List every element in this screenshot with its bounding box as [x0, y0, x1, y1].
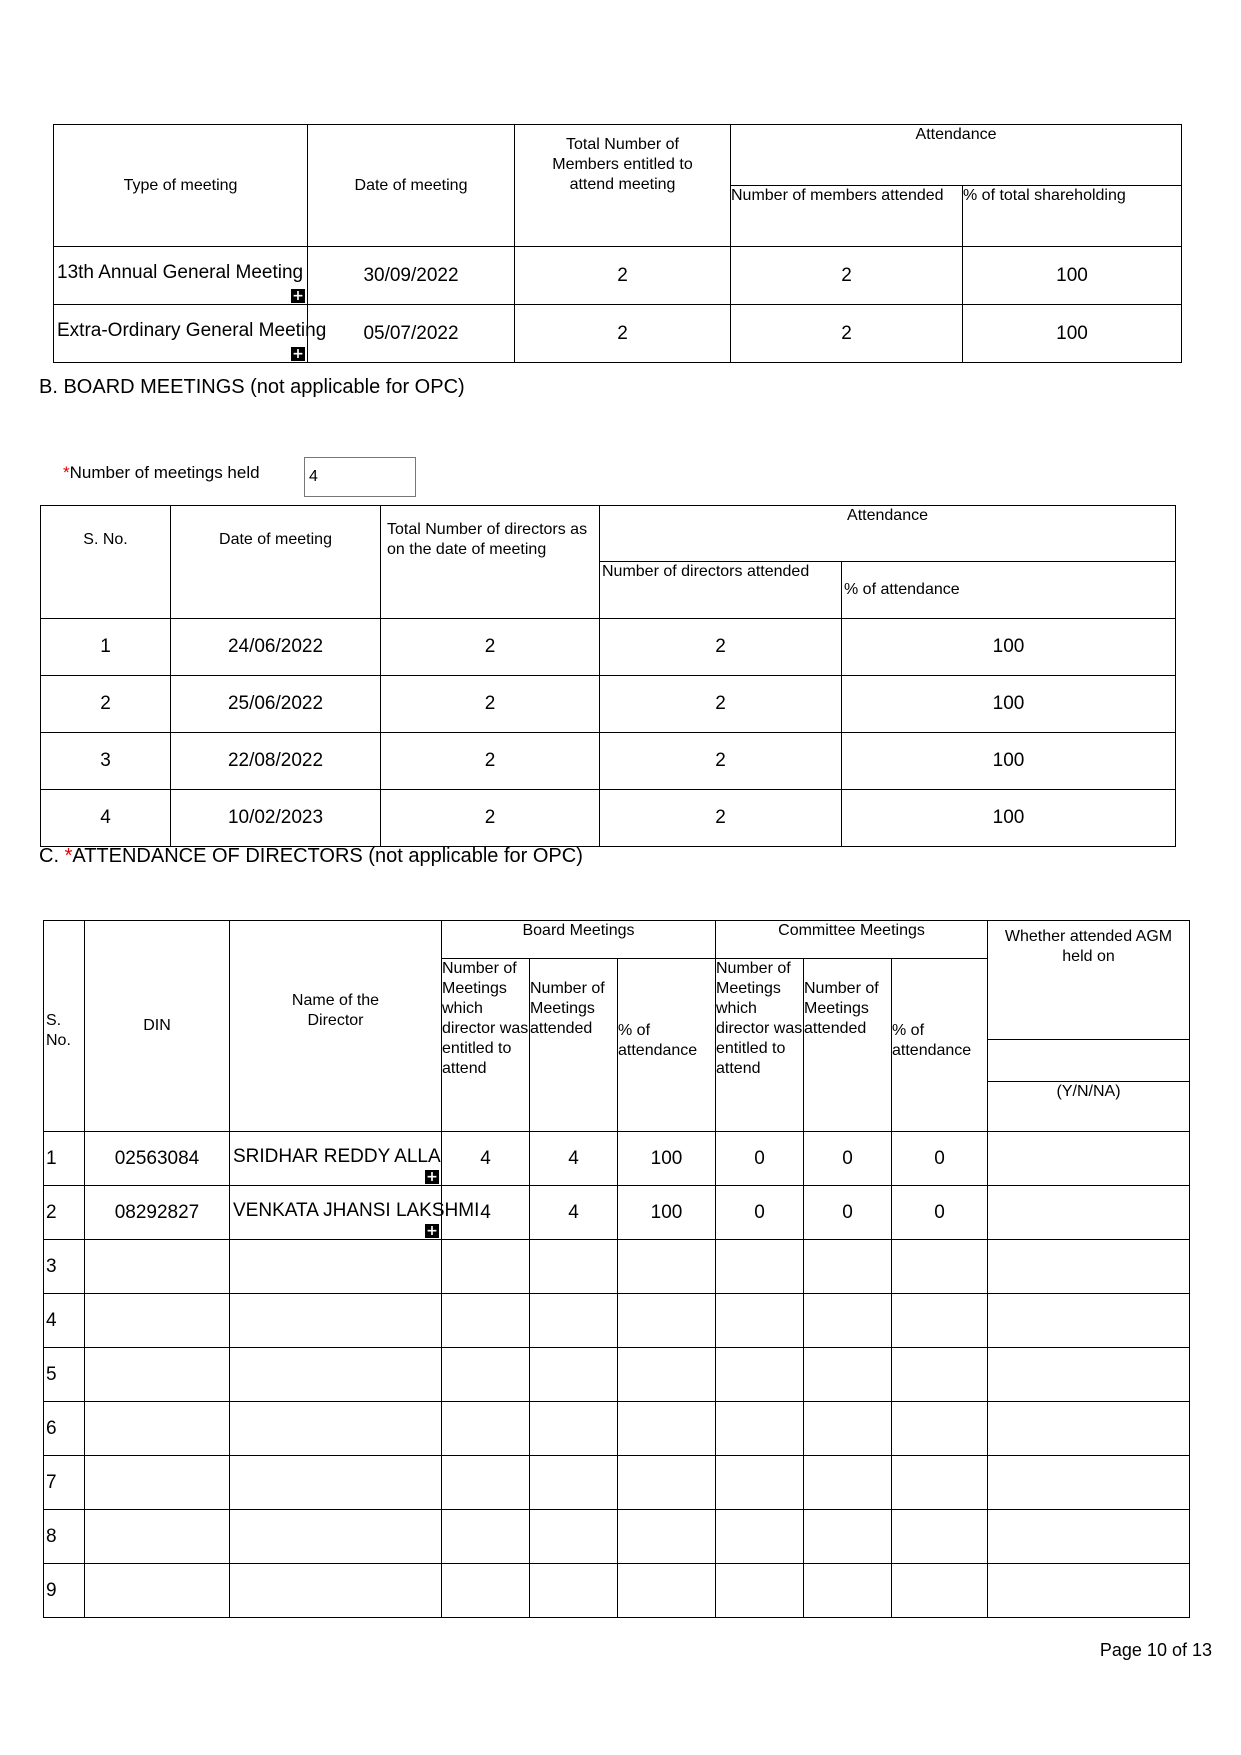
expand-icon[interactable]: +: [426, 1222, 438, 1239]
header-board-pct: % of attendance: [618, 959, 716, 1132]
board-attended: 4: [530, 1186, 618, 1240]
board-attended: 4: [530, 1132, 618, 1186]
board-entitled: [442, 1294, 530, 1348]
committee-attended: [804, 1294, 892, 1348]
total-directors: 2: [381, 790, 600, 847]
expand-icon[interactable]: +: [426, 1168, 438, 1185]
committee-entitled: [716, 1510, 804, 1564]
committee-attended: [804, 1240, 892, 1294]
header-director-name: Name of the Director: [230, 921, 442, 1132]
table-row: [54, 247, 1182, 305]
committee-entitled: [716, 1456, 804, 1510]
agm-attended[interactable]: [988, 1510, 1190, 1564]
board-attended: [530, 1294, 618, 1348]
header-committee-attended: Number of Meetings attended: [804, 959, 892, 1132]
table-row: [44, 1510, 1190, 1564]
din: [85, 1564, 230, 1618]
header-board-meetings: Board Meetings: [442, 921, 716, 959]
agm-date-field[interactable]: [988, 1040, 1190, 1082]
committee-entitled: 0: [716, 1132, 804, 1186]
committee-entitled: [716, 1348, 804, 1402]
header-total-directors: Total Number of directors as on the date of meeting: [381, 506, 600, 619]
committee-pct: [892, 1510, 988, 1564]
sno: 7: [44, 1456, 85, 1510]
board-entitled: [442, 1564, 530, 1618]
header-sno: S. No.: [41, 506, 171, 619]
directors-attended: 2: [600, 790, 842, 847]
meeting-date: 24/06/2022: [171, 619, 381, 676]
meeting-date: 25/06/2022: [171, 676, 381, 733]
meetings-held-text: Number of meetings held: [69, 463, 260, 482]
committee-attended: [804, 1510, 892, 1564]
board-meetings-table: [40, 505, 1176, 847]
total-directors: 2: [381, 619, 600, 676]
sno: 5: [44, 1348, 85, 1402]
committee-attended: [804, 1402, 892, 1456]
committee-pct: [892, 1240, 988, 1294]
general-meetings-table: [53, 124, 1182, 363]
header-date-of-meeting: Date of meeting: [308, 125, 515, 247]
agm-attended[interactable]: [988, 1132, 1190, 1186]
director-name: VENKATA JHANSI LAKSHMI: [233, 1199, 480, 1221]
director-name-cell: [230, 1186, 480, 1240]
din: [85, 1510, 230, 1564]
din: [85, 1294, 230, 1348]
table-row: [44, 1402, 1190, 1456]
meetings-held-input[interactable]: 4: [304, 457, 416, 497]
table-row: [44, 1348, 1190, 1402]
board-pct: [618, 1348, 716, 1402]
sno: 8: [44, 1510, 85, 1564]
board-pct: [618, 1510, 716, 1564]
committee-entitled: [716, 1564, 804, 1618]
pct-shareholding: 100: [963, 247, 1182, 305]
meeting-type-cell: [54, 305, 327, 363]
directors-attended: 2: [600, 733, 842, 790]
agm-attended[interactable]: [988, 1348, 1190, 1402]
header-type-of-meeting: Type of meeting: [54, 125, 308, 247]
sno: 1: [44, 1132, 85, 1186]
board-attended: [530, 1402, 618, 1456]
committee-pct: [892, 1294, 988, 1348]
board-attended: [530, 1348, 618, 1402]
sno: 3: [41, 733, 171, 790]
board-pct: [618, 1240, 716, 1294]
sno: 6: [44, 1402, 85, 1456]
directors-attended: 2: [600, 676, 842, 733]
expand-icon[interactable]: +: [292, 287, 304, 304]
table-row: [44, 1564, 1190, 1618]
board-entitled: 4: [442, 1132, 530, 1186]
table-row: [54, 305, 1182, 363]
sno: 4: [44, 1294, 85, 1348]
board-entitled: 4: [442, 1186, 530, 1240]
members-entitled: 2: [515, 305, 731, 363]
meeting-date: 22/08/2022: [171, 733, 381, 790]
director-name: SRIDHAR REDDY ALLA: [233, 1145, 441, 1167]
table-row: [41, 733, 1176, 790]
table-row: [44, 1456, 1190, 1510]
header-members-attended: Number of members attended: [731, 186, 963, 247]
din: [85, 1456, 230, 1510]
header-attendance: Attendance: [600, 506, 1176, 562]
section-c-prefix: C.: [39, 845, 65, 867]
committee-entitled: [716, 1240, 804, 1294]
header-committee-pct: % of attendance: [892, 959, 988, 1132]
expand-icon[interactable]: +: [292, 345, 304, 362]
board-entitled: [442, 1510, 530, 1564]
pct-attendance: 100: [842, 733, 1176, 790]
pct-attendance: 100: [842, 619, 1176, 676]
table-row: [41, 676, 1176, 733]
din: [85, 1348, 230, 1402]
board-attended: [530, 1510, 618, 1564]
directors-attended: 2: [600, 619, 842, 676]
committee-attended: [804, 1564, 892, 1618]
board-attended: [530, 1456, 618, 1510]
agm-attended[interactable]: [988, 1294, 1190, 1348]
committee-attended: 0: [804, 1186, 892, 1240]
header-agm: Whether attended AGM held on: [988, 921, 1190, 1040]
total-directors: 2: [381, 676, 600, 733]
committee-entitled: 0: [716, 1186, 804, 1240]
committee-pct: [892, 1564, 988, 1618]
committee-attended: [804, 1348, 892, 1402]
table-row: [44, 1240, 1190, 1294]
board-entitled: [442, 1240, 530, 1294]
section-b-title: B. BOARD MEETINGS (not applicable for OPC): [39, 376, 465, 398]
director-name: [230, 1510, 442, 1564]
board-attended: [530, 1240, 618, 1294]
meeting-type: Extra-Ordinary General Meeting: [57, 319, 327, 341]
sno: 1: [41, 619, 171, 676]
committee-attended: 0: [804, 1132, 892, 1186]
table-row: [44, 1294, 1190, 1348]
board-pct: [618, 1294, 716, 1348]
table-row: [41, 619, 1176, 676]
meeting-type: 13th Annual General Meeting: [57, 261, 304, 283]
din: [85, 1402, 230, 1456]
director-name: [230, 1348, 442, 1402]
table-row: [41, 790, 1176, 847]
section-c-title: [39, 845, 583, 868]
meeting-date: 10/02/2023: [171, 790, 381, 847]
din: 08292827: [85, 1186, 230, 1240]
board-pct: [618, 1456, 716, 1510]
board-entitled: [442, 1456, 530, 1510]
sno: 2: [44, 1186, 85, 1240]
required-mark: *: [63, 463, 70, 482]
header-committee-entitled: Number of Meetings which director was entitled to attend: [716, 959, 804, 1132]
agm-attended[interactable]: [988, 1186, 1190, 1240]
required-mark: *: [64, 845, 73, 867]
header-attendance: Attendance: [731, 125, 1182, 186]
board-entitled: [442, 1402, 530, 1456]
header-pct-attendance: % of attendance: [842, 562, 1176, 619]
page-number: Page 10 of 13: [1099, 1640, 1212, 1660]
committee-pct: [892, 1402, 988, 1456]
meeting-date: 30/09/2022: [308, 247, 515, 305]
pct-shareholding: 100: [963, 305, 1182, 363]
agm-attended[interactable]: [988, 1456, 1190, 1510]
sno: 2: [41, 676, 171, 733]
members-attended: 2: [731, 247, 963, 305]
section-c-text: ATTENDANCE OF DIRECTORS (not applicable for OPC): [72, 845, 583, 867]
sno: 9: [44, 1564, 85, 1618]
board-pct: [618, 1564, 716, 1618]
agm-attended[interactable]: [988, 1564, 1190, 1618]
board-entitled: [442, 1348, 530, 1402]
committee-pct: [892, 1348, 988, 1402]
header-pct-shareholding: % of total shareholding: [963, 186, 1182, 247]
total-directors: 2: [381, 733, 600, 790]
din: 02563084: [85, 1132, 230, 1186]
members-attended: 2: [731, 305, 963, 363]
header-yn: (Y/N/NA): [988, 1082, 1190, 1132]
director-name-cell: [230, 1132, 442, 1186]
board-pct: 100: [618, 1132, 716, 1186]
sno: 3: [44, 1240, 85, 1294]
pct-attendance: 100: [842, 676, 1176, 733]
header-board-attended: Number of Meetings attended: [530, 959, 618, 1132]
director-name: [230, 1456, 442, 1510]
header-total-members: Total Number of Members entitled to attend meeting: [515, 125, 731, 247]
meeting-type-cell: [54, 247, 308, 305]
board-pct: 100: [618, 1186, 716, 1240]
committee-entitled: [716, 1294, 804, 1348]
table-row: [44, 1186, 1190, 1240]
header-date-of-meeting: Date of meeting: [171, 506, 381, 619]
meetings-held-label: [63, 463, 260, 483]
meeting-date: 05/07/2022: [308, 305, 515, 363]
committee-pct: 0: [892, 1186, 988, 1240]
sno: 4: [41, 790, 171, 847]
director-name: [230, 1294, 442, 1348]
board-attended: [530, 1564, 618, 1618]
pct-attendance: 100: [842, 790, 1176, 847]
header-sno: S. No.: [44, 921, 85, 1132]
directors-attendance-table: [43, 920, 1190, 1618]
director-name: [230, 1240, 442, 1294]
committee-pct: [892, 1456, 988, 1510]
board-pct: [618, 1402, 716, 1456]
committee-pct: 0: [892, 1132, 988, 1186]
members-entitled: 2: [515, 247, 731, 305]
header-din: DIN: [85, 921, 230, 1132]
director-name: [230, 1402, 442, 1456]
header-committee-meetings: Committee Meetings: [716, 921, 988, 959]
agm-attended[interactable]: [988, 1402, 1190, 1456]
director-name: [230, 1564, 442, 1618]
din: [85, 1240, 230, 1294]
committee-attended: [804, 1456, 892, 1510]
agm-attended[interactable]: [988, 1240, 1190, 1294]
committee-entitled: [716, 1402, 804, 1456]
header-board-entitled: Number of Meetings which director was entitled to attend: [442, 959, 530, 1132]
header-directors-attended: Number of directors attended: [600, 562, 842, 619]
table-row: [44, 1132, 1190, 1186]
